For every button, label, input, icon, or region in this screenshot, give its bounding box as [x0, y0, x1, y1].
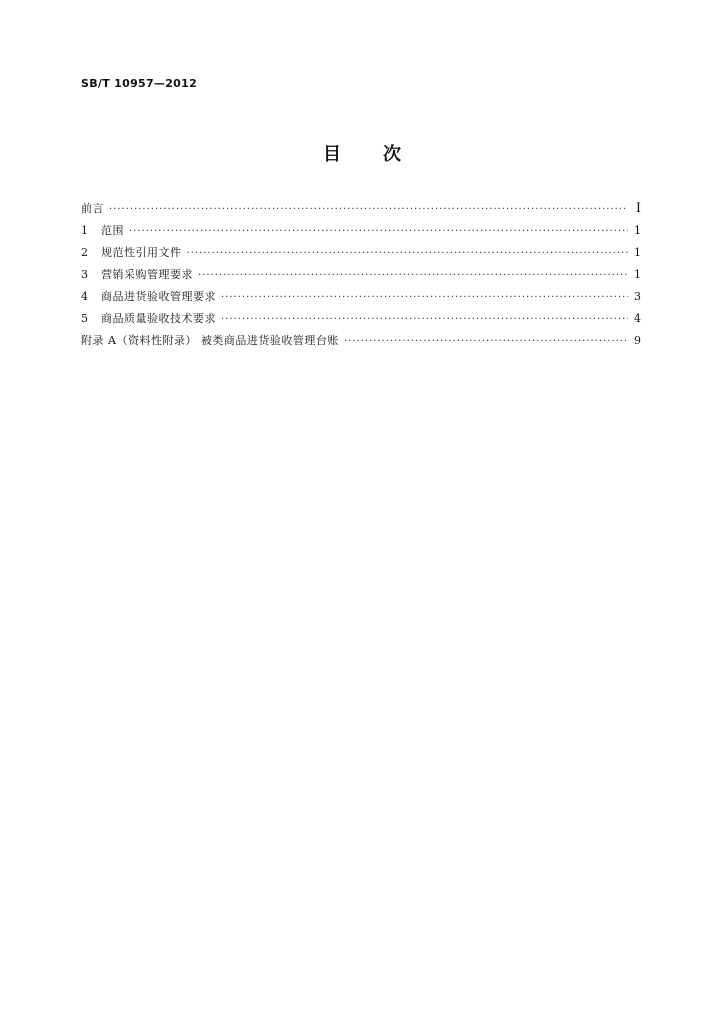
- toc-entry-page: 4: [634, 312, 641, 325]
- toc-entry-normative-references[interactable]: [81, 242, 641, 264]
- toc-entry-page: Ⅰ: [635, 201, 641, 216]
- toc-entry-number: 2: [81, 246, 88, 259]
- toc-leader-dots: [187, 243, 629, 265]
- toc-entry-scope[interactable]: [81, 220, 641, 242]
- toc-entry-label[interactable]: 规范性引用文件: [101, 246, 182, 259]
- toc-entry-label[interactable]: 范围: [101, 224, 124, 237]
- toc-entry-label[interactable]: 商品质量验收技术要求: [101, 312, 216, 325]
- toc-entry-appendix-a[interactable]: [81, 330, 641, 352]
- toc-leader-dots: [344, 331, 628, 353]
- toc-entry-label[interactable]: 前言: [81, 202, 104, 215]
- toc-entry-page: 1: [634, 246, 641, 259]
- toc-entry-number: 5: [81, 312, 88, 325]
- toc-entry-quality-technical-requirements[interactable]: [81, 308, 641, 330]
- standard-code: SB/T 10957—2012: [81, 77, 198, 90]
- toc-entry-number: 1: [81, 224, 88, 237]
- toc-entry-label[interactable]: 营销采购管理要求: [101, 268, 193, 281]
- toc-entry-procurement-requirements[interactable]: [81, 264, 641, 286]
- toc-leader-dots: [109, 199, 628, 221]
- toc-entry-page: 3: [634, 290, 641, 303]
- toc-leader-dots: [221, 287, 628, 309]
- table-of-contents: [81, 198, 641, 352]
- toc-entry-page: 9: [634, 334, 641, 347]
- title-char-1: 目: [323, 144, 343, 165]
- page-title: [0, 140, 726, 166]
- toc-entry-acceptance-management[interactable]: [81, 286, 641, 308]
- toc-entry-label[interactable]: 附录 A（资料性附录） 被类商品进货验收管理台账: [81, 334, 339, 347]
- toc-entry-number: 4: [81, 290, 88, 303]
- toc-leader-dots: [221, 309, 628, 331]
- toc-entry-number: 3: [81, 268, 88, 281]
- toc-entry-page: 1: [634, 268, 641, 281]
- toc-leader-dots: [129, 221, 628, 243]
- title-char-2: 次: [383, 144, 403, 165]
- toc-entry-foreword[interactable]: [81, 198, 641, 220]
- toc-leader-dots: [198, 265, 628, 287]
- toc-entry-label[interactable]: 商品进货验收管理要求: [101, 290, 216, 303]
- toc-entry-page: 1: [634, 224, 641, 237]
